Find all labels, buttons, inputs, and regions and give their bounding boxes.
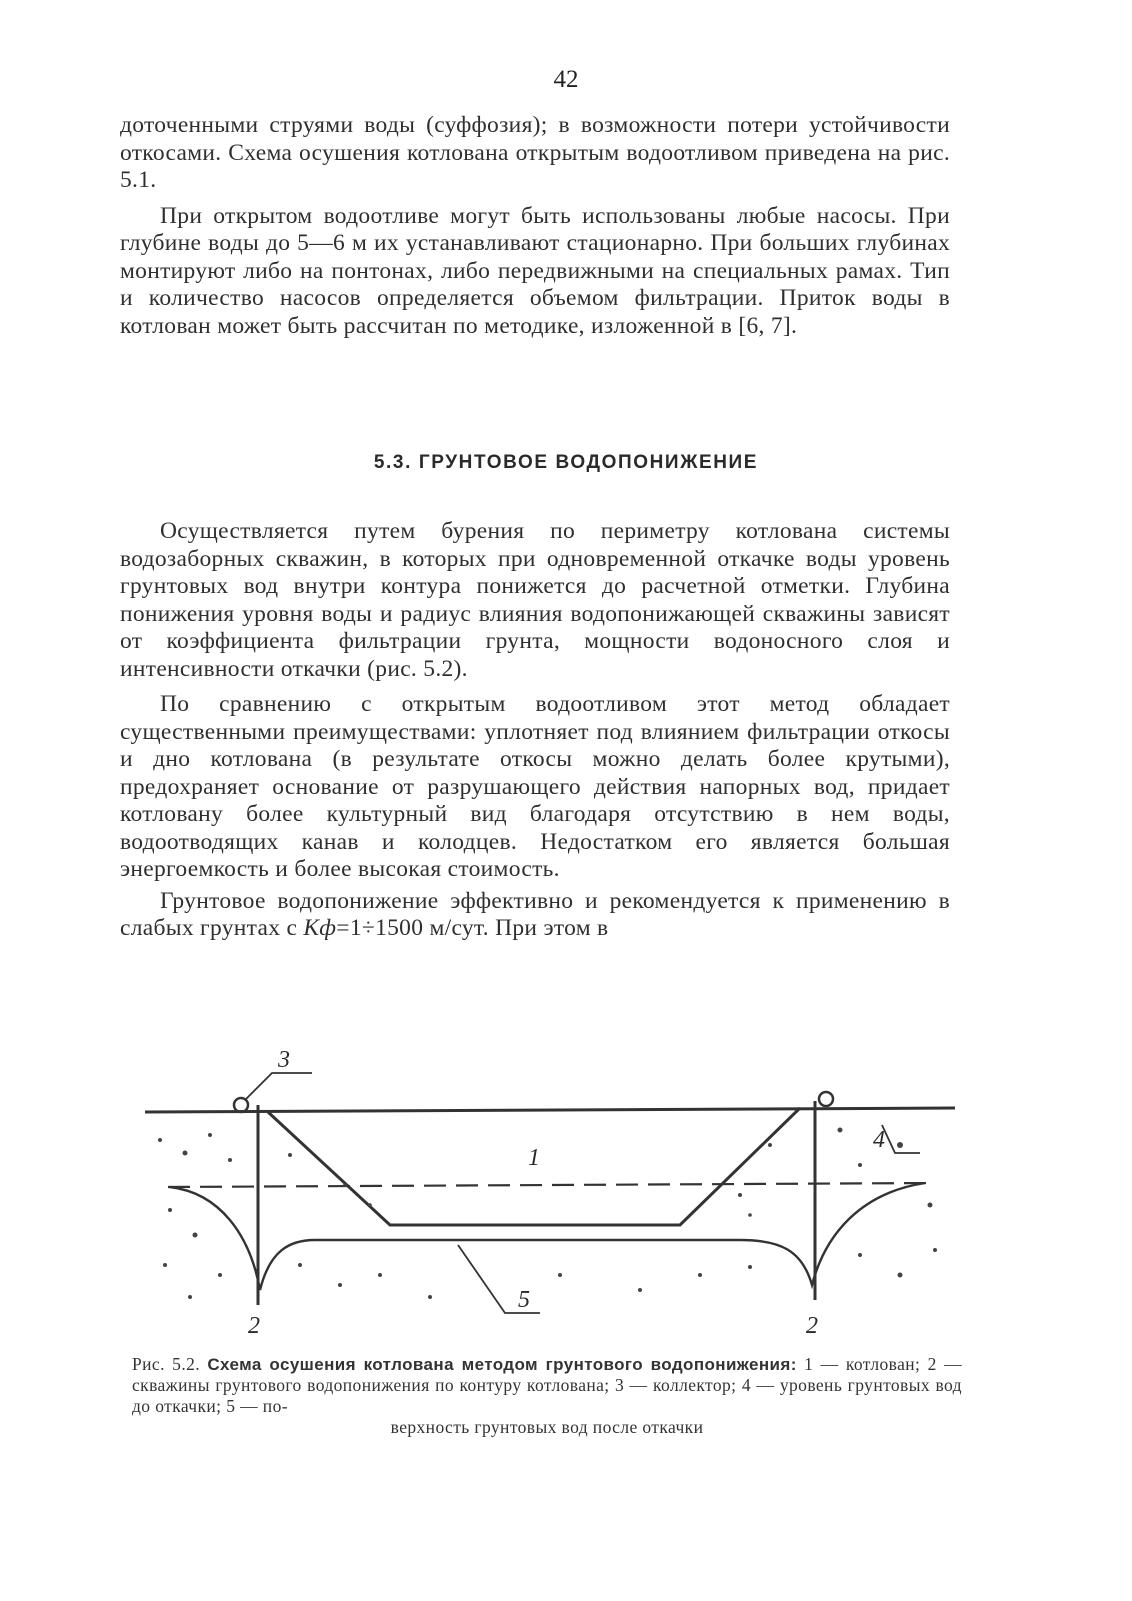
collector-left <box>234 1098 248 1112</box>
paragraph-kf: Грунтовое водопонижение эффективно и рекомендуется к применению в слабых грунтах с Кф=1÷1500 м/сут. При этом в <box>120 887 950 941</box>
label-collector: 3 <box>278 1047 290 1073</box>
leader-3 <box>246 1073 312 1099</box>
label-pit: 1 <box>528 1145 540 1171</box>
label-well-left: 2 <box>248 1313 260 1335</box>
label-well-right: 2 <box>806 1313 818 1335</box>
paragraph: По сравнению с открытым водоотливом этот метод обладает существенными преимуществами: уплотняет под влиянием фильтрации откосы и дно котлована (в результате откосы можно делать более крутыми), предохраняет основание от разрушающего действия напорных вод, придает котловану более культурный вид благодаря отсутствию в нем воды, водоотводящих канав и колодцев. Недостатком его является большая энергоемкость и более высокая стоимость. <box>120 691 950 882</box>
groundwater-level-before <box>168 1183 935 1187</box>
section-heading: 5.3. ГРУНТОВОЕ ВОДОПОНИЖЕНИЕ <box>373 452 759 473</box>
leader-4 <box>882 1125 920 1153</box>
section-text <box>120 518 950 943</box>
paragraph: Осуществляется путем бурения по периметру котлована системы водозаборных скважин, в которых при одновременной откачке воды уровень грунтовых вод внутри контура понижется до расчетной отметки. Глубина понижения уровня воды и радиус влияния водопонижающей скважины зависят от коэффициента фильтрации грунта, мощности водоносного слоя и интенсивности откачки (рис. 5.2). <box>120 518 950 682</box>
collector-right <box>819 1092 833 1106</box>
paragraph: При открытом водоотливе могут быть использованы любые насосы. При глубине воды до 5—6 м их устанавливают стационарно. При больших глубинах монтируют либо на понтонах, либо передвижными на специальных рамах. Тип и количество насосов определяется объемом фильтрации. Приток воды в котлован может быть рассчитан по методике, изложенной в [6, 7]. <box>120 202 950 339</box>
caption-body: 1 — котлован; 2 — скважины грунтового водопонижения по контуру котлована; 3 — коллектор; 4 — уровень грунтовых вод до откачки; 5 — по- <box>132 1354 963 1416</box>
ground-surface <box>145 1108 955 1112</box>
soil-texture <box>158 1128 937 1300</box>
caption-prefix: Рис. 5.2. <box>132 1354 201 1374</box>
page-number: 42 <box>553 66 579 93</box>
caption-last-line: верхность грунтовых вод после откачки <box>390 1417 704 1437</box>
top-text <box>120 112 950 340</box>
figure-caption <box>132 1354 962 1438</box>
figure-dewatering-scheme <box>140 1035 960 1335</box>
label-gw-level: 4 <box>873 1127 885 1153</box>
groundwater-surface-after <box>170 1183 925 1290</box>
paragraph: доточенными струями воды (суффозия); в возможности потери устойчивости откосами. Схема осушения котлована открытым водоотливом приведена на рис. 5.1. <box>120 112 950 193</box>
kf-symbol: Кф <box>303 915 337 941</box>
label-gw-surface: 5 <box>518 1287 530 1313</box>
caption-title: Схема осушения котлована методом грунтового водопонижения: <box>207 1355 797 1374</box>
